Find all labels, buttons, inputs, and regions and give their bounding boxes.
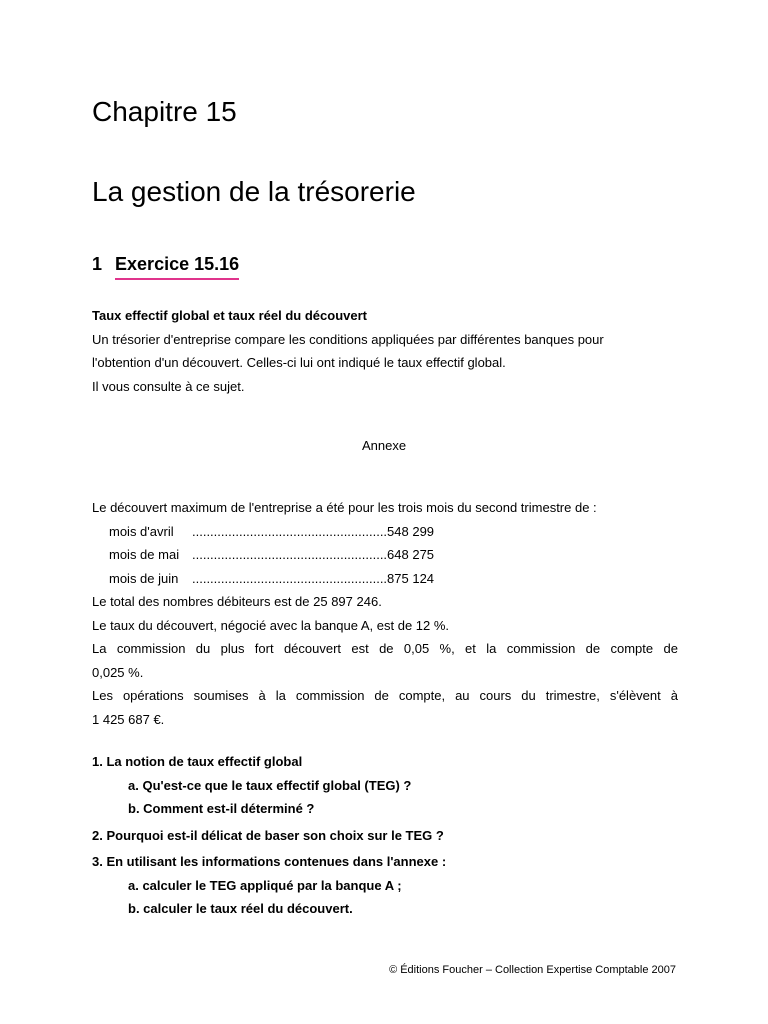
exercise-intro [92,304,678,398]
question-1: 1. La notion de taux effectif global [92,754,303,769]
total-debit-line: Le total des nombres débiteurs est de 25 897 246. [92,594,382,609]
exercise-heading [92,252,239,280]
leader-dots: ...................................................... [192,523,388,539]
word: fort [254,641,274,656]
word: La [92,641,107,656]
word: trimestre, [545,688,600,703]
question-1a: a. Qu'est-ce que le taux effectif global (TEG) ? [128,777,412,793]
word: découvert [283,641,342,656]
chapter-title: La gestion de la trésorerie [92,176,416,207]
intro-line: Un trésorier d'entreprise compare les conditions appliquées par différentes banques pour [92,331,604,347]
question-3a: a. calculer le TEG appliqué par la banque A ; [128,877,402,893]
word: plus [220,641,245,656]
word: commission [116,641,186,656]
word: soumises [193,688,249,703]
word: cours [479,688,512,703]
exercise-number: 1 [92,254,103,274]
word: au [455,688,470,703]
word: à [670,688,678,703]
word: de [374,688,389,703]
leader-dots: ...................................................... [192,570,388,586]
intro-line: Il vous consulte à ce sujet. [92,378,245,394]
word: la [486,641,497,656]
word: 0,05 [403,641,430,656]
annexe-content [92,496,678,731]
word: %, [439,641,455,656]
month-row-june [92,567,678,591]
copyright-footer: © Éditions Foucher – Collection Expertise Comptable 2007 [389,964,676,976]
word: et [465,641,476,656]
question-3b: b. calculer le taux réel du découvert. [128,901,353,916]
word: du [521,688,536,703]
exercise-subtitle: Taux effectif global et taux réel du découvert [92,308,367,323]
word: compte [610,641,654,656]
word: la [275,688,286,703]
word: de [585,641,601,656]
word: de [663,641,678,656]
month-row-april [92,520,678,544]
month-value: 648 275 [387,547,435,562]
month-label: mois d'avril [109,523,174,539]
operations-line [92,684,678,708]
annexe-title: Annexe [361,438,407,453]
word: de [379,641,394,656]
annexe-lead: Le découvert maximum de l'entreprise a été pour les trois mois du second trimestre de : [92,500,597,515]
word: commission [506,641,576,656]
exercise-link[interactable]: Exercice 15.16 [115,252,239,280]
operations-line-end: 1 425 687 €. [92,711,165,727]
commission-line [92,637,678,661]
intro-line: l'obtention d'un découvert. Celles-ci lui ont indiqué le taux effectif global. [92,355,506,370]
question-2: 2. Pourquoi est-il délicat de baser son choix sur le TEG ? [92,827,444,843]
month-label: mois de juin [109,570,179,586]
question-1b: b. Comment est-il déterminé ? [128,801,315,816]
word: s'élèvent [609,688,661,703]
month-label: mois de mai [109,547,180,562]
overdraft-rate-line: Le taux du découvert, négocié avec la banque A, est de 12 %. [92,617,450,633]
word: commission [295,688,365,703]
month-row-may [92,543,678,567]
month-value: 875 124 [387,570,435,586]
word: Les [92,688,113,703]
chapter-number: Chapitre 15 [92,96,237,127]
questions-list [92,750,678,921]
word: à [258,688,266,703]
leader-dots: ...................................................... [192,547,388,562]
word: opérations [122,688,184,703]
question-3: 3. En utilisant les informations contenues dans l'annexe : [92,854,447,869]
word: est [351,641,369,656]
commission-line-end: 0,025 %. [92,664,144,680]
month-value: 548 299 [387,523,435,539]
word: du [195,641,211,656]
word: compte, [398,688,446,703]
